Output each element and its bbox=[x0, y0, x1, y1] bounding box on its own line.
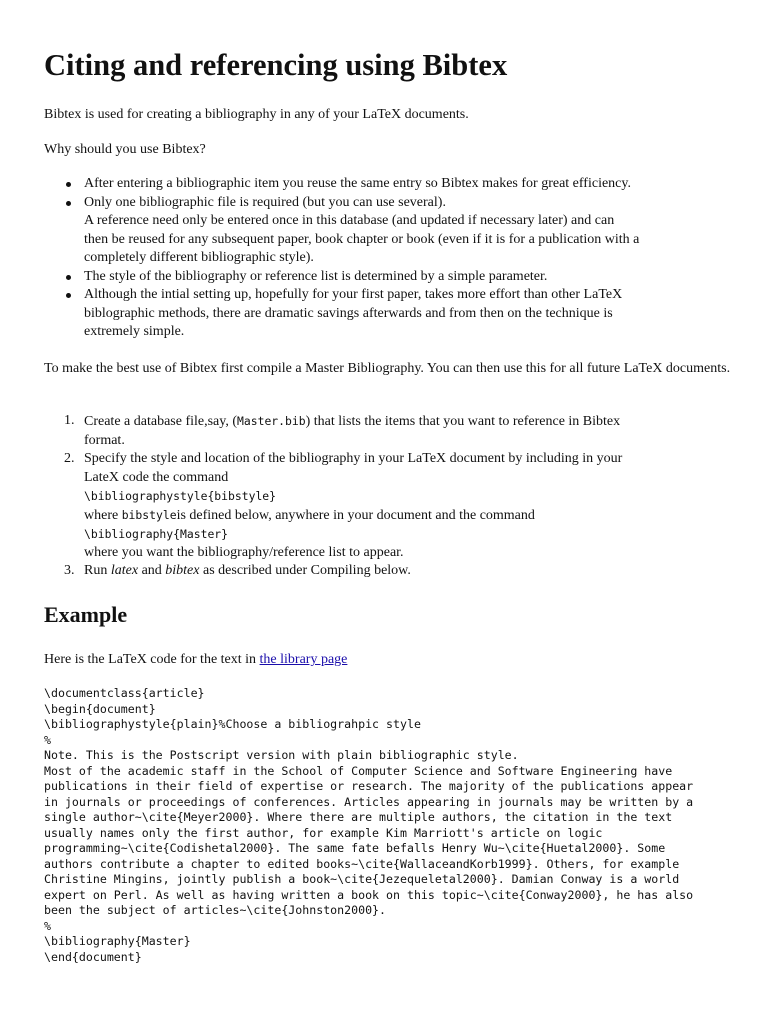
code-line: expert on Perl. As well as having written a book on this topic~\cite{Conway2000}, he has also bbox=[44, 887, 694, 902]
inline-code: bibstyle bbox=[121, 507, 177, 522]
bibtex-term: bibtex bbox=[165, 563, 200, 578]
step-text: where you want the bibliography/reference list to appear. bbox=[84, 544, 404, 560]
benefit-line: Only one bibliographic file is required (but you can use several). bbox=[84, 194, 446, 210]
step-item bbox=[44, 412, 734, 450]
example-intro-text: Here is the LaTeX code for the text in bbox=[44, 652, 260, 667]
intro-paragraph: Bibtex is used for creating a bibliography in any of your LaTeX documents. bbox=[44, 107, 469, 122]
latex-term: latex bbox=[110, 563, 139, 578]
benefit-line: The style of the bibliography or reference list is determined by a simple parameter. bbox=[84, 268, 548, 284]
page-title: Citing and referencing using Bibtex bbox=[44, 48, 508, 82]
code-line: % bbox=[44, 732, 51, 747]
step-text: where bbox=[84, 507, 122, 523]
code-line: \begin{document} bbox=[44, 701, 156, 716]
bullet-icon bbox=[66, 182, 71, 187]
benefit-line: biblographic methods, there are dramatic savings afterwards and from then on the technique is bbox=[84, 305, 613, 321]
code-line: \documentclass{article} bbox=[44, 686, 205, 700]
benefit-item bbox=[44, 286, 734, 342]
benefit-item bbox=[44, 268, 734, 287]
step-text: as described under Compiling below. bbox=[199, 563, 411, 578]
step-text: LateX code the command bbox=[84, 469, 229, 485]
step-item bbox=[44, 562, 734, 581]
code-line: authors contribute a chapter to edited books~\cite{WallaceandKorb1999}. Others, for example bbox=[44, 856, 680, 871]
step-text: ) that lists the items that you want to reference in Bibtex bbox=[305, 414, 621, 429]
code-line: \end{document} bbox=[44, 949, 142, 964]
code-line: single author~\cite{Meyer2000}. Where there are multiple authors, the citation in the text bbox=[44, 810, 673, 824]
benefits-list bbox=[44, 175, 734, 342]
example-intro bbox=[44, 651, 347, 670]
example-heading: Example bbox=[44, 602, 128, 627]
code-line: \bibliography{Master} bbox=[44, 934, 191, 948]
bullet-icon bbox=[66, 275, 71, 280]
step-text: Create a database file,say, ( bbox=[84, 414, 238, 429]
code-line: in journals or proceedings of conferences. Articles appearing in journals may be written by a bbox=[44, 794, 694, 809]
code-line: programming~\cite{Codishetal2000}. The same fate befalls Henry Wu~\cite{Huetal2000}. Some bbox=[44, 841, 666, 855]
benefit-line: A reference need only be entered once in this database (and updated if necessary later) and can bbox=[84, 213, 615, 228]
code-line: \bibliographystyle{plain}%Choose a bibliograhpic style bbox=[44, 717, 421, 731]
benefit-line: After entering a bibliographic item you reuse the same entry so Bibtex makes for great efficiency. bbox=[84, 176, 631, 191]
benefit-line: completely different bibliographic style). bbox=[84, 250, 314, 265]
steps-list bbox=[44, 412, 734, 581]
code-line: Most of the academic staff in the School of Computer Science and Software Engineering have bbox=[44, 763, 673, 778]
inline-code: Master.bib bbox=[237, 414, 306, 428]
step-text: Run bbox=[84, 563, 111, 578]
benefit-item bbox=[44, 175, 734, 194]
step-text: and bbox=[138, 563, 166, 578]
step-text: format. bbox=[84, 432, 125, 448]
step-item bbox=[44, 450, 734, 562]
inline-code: \bibliography{Master} bbox=[84, 527, 229, 541]
benefit-item bbox=[44, 194, 734, 268]
step-number: 2. bbox=[64, 451, 75, 466]
master-bibliography-paragraph: To make the best use of Bibtex first compile a Master Bibliography. You can then use this for all future LaTeX documents. bbox=[44, 361, 731, 376]
code-line: publications in their field of expertise or research. The majority of the publications appear bbox=[44, 779, 694, 793]
code-line: % bbox=[44, 918, 51, 933]
library-page-link[interactable]: the library page bbox=[259, 652, 348, 667]
step-number: 3. bbox=[64, 563, 75, 578]
latex-code-block bbox=[44, 686, 693, 965]
bullet-icon bbox=[66, 201, 71, 206]
inline-code: \bibliographystyle{bibstyle} bbox=[84, 489, 277, 503]
code-line: Christine Mingins, jointly publish a book~\cite{Jezequeletal2000}. Damian Conway is a world bbox=[44, 872, 680, 886]
code-line: usually names only the first author, for example Kim Marriott's article on logic bbox=[44, 825, 603, 840]
step-text: is defined below, anywhere in your document and the command bbox=[176, 507, 535, 523]
step-text: Specify the style and location of the bibliography in your LaTeX document by including in your bbox=[84, 451, 623, 466]
why-heading: Why should you use Bibtex? bbox=[44, 142, 206, 157]
benefit-line: extremely simple. bbox=[84, 324, 185, 339]
bullet-icon bbox=[66, 293, 71, 298]
code-line: Note. This is the Postscript version with plain bibliographic style. bbox=[44, 748, 519, 762]
benefit-line: Although the intial setting up, hopefully for your first paper, takes more effort than other LaTeX bbox=[84, 287, 623, 302]
step-number: 1. bbox=[64, 413, 75, 428]
benefit-line: then be reused for any subsequent paper, book chapter or book (even if it is for a publication with a bbox=[84, 231, 640, 247]
code-line: been the subject of articles~\cite{Johnston2000}. bbox=[44, 903, 387, 917]
